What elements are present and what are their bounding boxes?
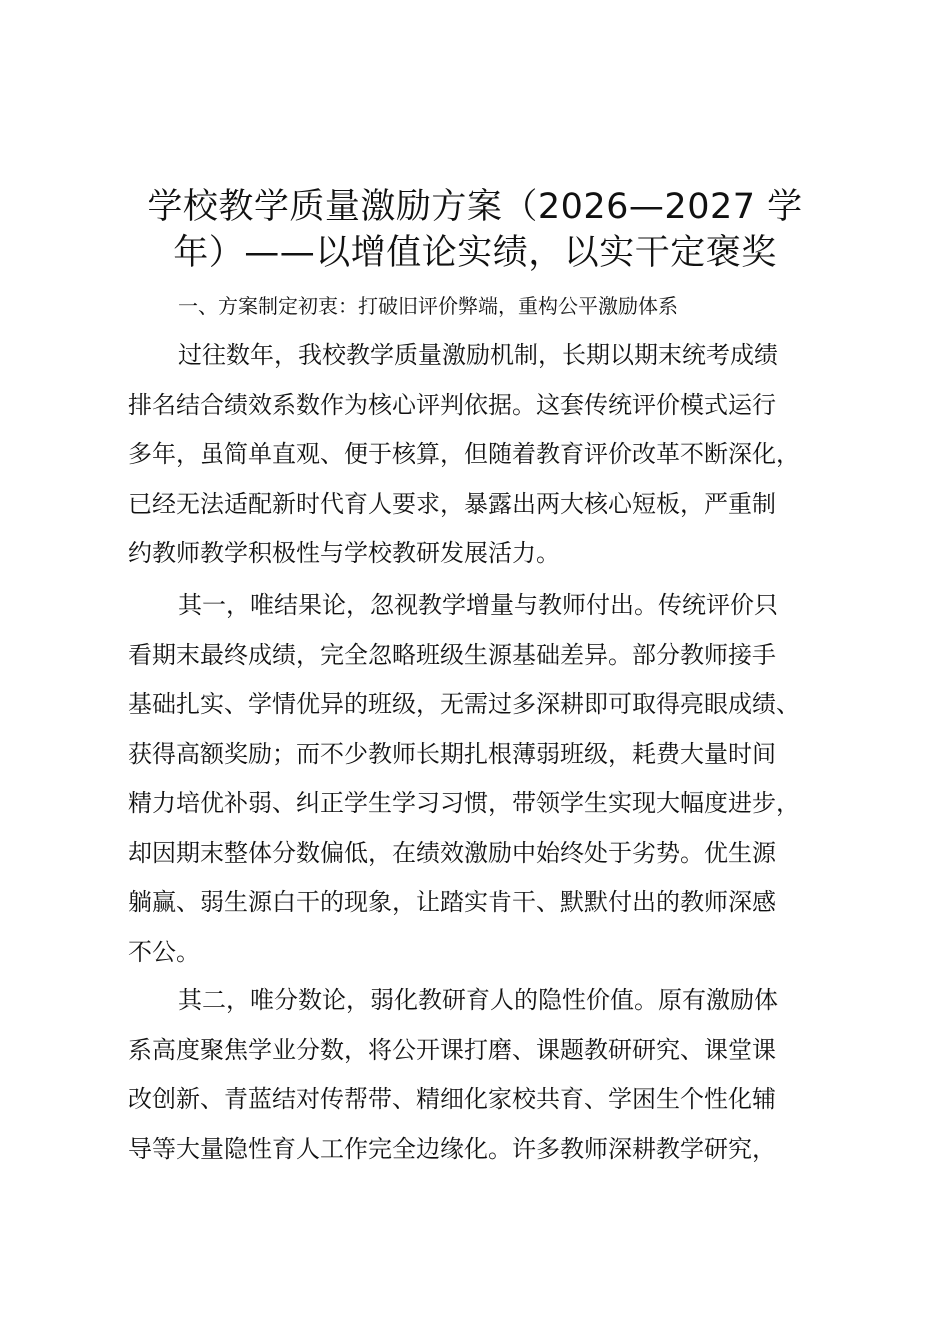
- paragraph-line: 导等大量隐性育人工作完全边缘化。许多教师深耕教学研究，: [128, 1134, 776, 1163]
- paragraph-line: 不公。: [128, 937, 200, 966]
- paragraph-line: 看期末最终成绩，完全忽略班级生源基础差异。部分教师接手: [128, 640, 776, 669]
- paragraph-1: [128, 331, 848, 579]
- paragraph-line: 过往数年，我校教学质量激励机制，长期以期末统考成绩: [178, 341, 778, 369]
- paragraph-line: 约教师教学积极性与学校教研发展活力。: [128, 539, 560, 567]
- paragraph-line: 其二，唯分数论，弱化教研育人的隐性价值。原有激励体: [178, 986, 778, 1014]
- section-heading: 一、方案制定初衷：打破旧评价弊端，重构公平激励体系: [178, 294, 678, 318]
- document-title: [120, 184, 830, 276]
- paragraph-line: 系高度聚焦学业分数，将公开课打磨、课题教研研究、课堂课: [128, 1035, 776, 1064]
- paragraph-line: 其一，唯结果论，忽视教学增量与教师付出。传统评价只: [178, 591, 778, 619]
- paragraph-3: [128, 976, 848, 1174]
- paragraph-line: 多年，虽简单直观、便于核算，但随着教育评价改革不断深化，: [128, 440, 800, 468]
- paragraph-line: 基础扎实、学情优异的班级，无需过多深耕即可取得亮眼成绩、: [128, 690, 800, 718]
- paragraph-line: 已经无法适配新时代育人要求，暴露出两大核心短板，严重制: [128, 489, 776, 518]
- paragraph-line: 获得高额奖励；而不少教师长期扎根薄弱班级，耗费大量时间: [128, 739, 776, 768]
- paragraph-line: 精力培优补弱、纠正学生学习习惯，带领学生实现大幅度进步，: [128, 789, 800, 817]
- title-line-1: 学校教学质量激励方案（2026—2027 学: [147, 187, 803, 227]
- title-line-2: 年）——以增值论实绩，以实干定褒奖: [173, 233, 777, 273]
- paragraph-line: 却因期末整体分数偏低，在绩效激励中始终处于劣势。优生源: [128, 838, 776, 867]
- paragraph-line: 改创新、青蓝结对传帮带、精细化家校共育、学困生个性化辅: [128, 1085, 776, 1113]
- paragraph-line: 躺赢、弱生源白干的现象，让踏实肯干、默默付出的教师深感: [128, 888, 776, 916]
- paragraph-line: 排名结合绩效系数作为核心评判依据。这套传统评价模式运行: [128, 390, 776, 419]
- paragraph-2: [128, 581, 848, 977]
